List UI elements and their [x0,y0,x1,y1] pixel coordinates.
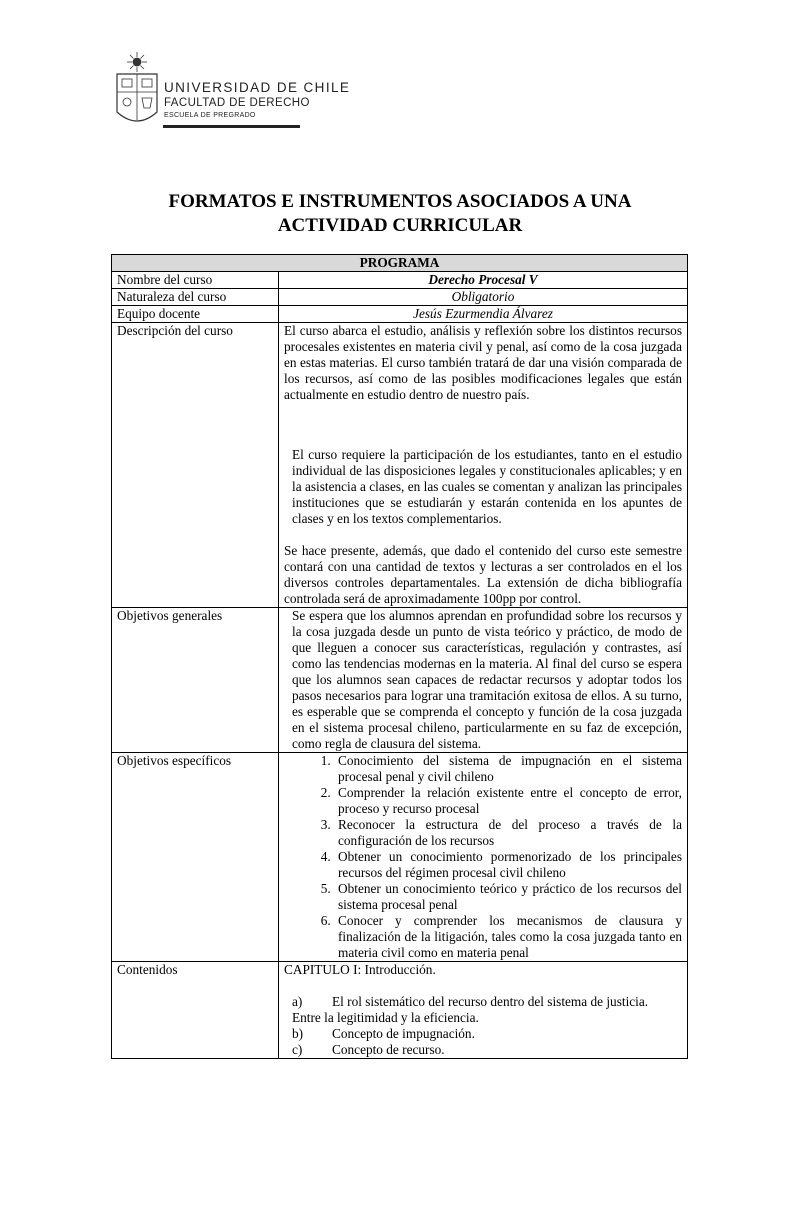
item-key: b) [292,1026,304,1041]
table-row [112,272,688,289]
table-row [112,323,688,608]
table-row [112,306,688,323]
table-row [112,608,688,753]
item-key: a) [292,994,303,1009]
list-item [284,1026,682,1042]
contents-list [284,994,682,1058]
specific-objectives-cell [279,753,688,962]
university-crest-logo [112,52,162,130]
item-text: Concepto de impugnación. [332,1026,475,1041]
table-row [112,962,688,1059]
table-row [112,289,688,306]
team-label: Equipo docente [112,306,279,323]
contents-cell [279,962,688,1059]
nature-value: Obligatorio [279,289,688,306]
description-label: Descripción del curso [112,323,279,608]
header-rule [163,125,300,128]
school-name: ESCUELA DE PREGRADO [164,112,256,119]
table-row [112,753,688,962]
specific-objectives-list [284,753,682,961]
course-name-label: Nombre del curso [112,272,279,289]
item-text: Concepto de recurso. [332,1042,445,1057]
description-cell [279,323,688,608]
list-item: 5. Obtener un conocimiento teórico y práctico de los recursos del sistema procesal penal [334,881,682,913]
course-name-text: Derecho Procesal V [428,272,538,287]
list-item [284,994,682,1010]
list-item: 2. Comprender la relación existente entre el concepto de error, proceso y recurso procesal [334,785,682,817]
chapter-title: CAPITULO I: Introducción. [284,962,436,977]
item-text: El rol sistemático del recurso dentro del sistema de justicia. [332,994,649,1009]
item-continuation: Entre la legitimidad y la eficiencia. [292,1010,479,1025]
university-name: UNIVERSIDAD DE CHILE [164,80,351,95]
course-name-value [279,272,688,289]
specific-objectives-label: Objetivos específicos [112,753,279,962]
general-objectives-text: Se espera que los alumnos aprendan en profundidad sobre los recursos y la cosa juzgada desde un punto de vista teórico y práctico, de modo de que lleguen a conocer sus características, regulación y contrastes, así como las tendencias modernas en la materia. Al final del curso se espera que los alumnos sean capaces de redactar recursos y adoptar todos los pasos necesarios para lograr una tramitación exitosa de ellos. A su turno, es esperable que se comprenda el concepto y función de la cosa juzgada en el sistema procesal chileno, particularmente en su faz de excepción, como regla de clausura del sistema. [292,608,682,751]
faculty-name: FACULTAD DE DERECHO [164,97,310,109]
institution-header [112,52,351,130]
list-item [284,1042,682,1058]
table-header-row [112,255,688,272]
contents-label: Contenidos [112,962,279,1059]
title-line-2: ACTIVIDAD CURRICULAR [277,215,523,236]
list-item: 4. Obtener un conocimiento pormenorizado de los principales recursos del régimen procesal civil chileno [334,849,682,881]
description-paragraph-3: Se hace presente, además, que dado el contenido del curso este semestre contará con una cantidad de textos y lecturas a ser controlados en el los diversos controles departamentales. La extensión de dicha bibliografía controlada será de aproximadamente 100pp por control. [284,543,682,606]
item-key: c) [292,1042,303,1057]
list-item: 1. Conocimiento del sistema de impugnación en el sistema procesal penal y civil chileno [334,753,682,785]
list-item: 3. Reconocer la estructura de del proceso a través de la configuración de los recursos [334,817,682,849]
programa-heading: PROGRAMA [112,255,688,272]
general-objectives-cell [279,608,688,753]
description-paragraph-2: El curso requiere la participación de los estudiantes, tanto en el estudio individual de las disposiciones legales y constitucionales aplicables; y en la asistencia a clases, en las cuales se comentan y analizan las principales instituciones que se estudiarán y estarán contenida en los apuntes de clases y en los textos complementarios. [292,447,682,526]
title-line-1: FORMATOS E INSTRUMENTOS ASOCIADOS A UNA [168,191,632,212]
page-title [110,190,690,238]
description-paragraph-1: El curso abarca el estudio, análisis y reflexión sobre los distintos recursos procesales existentes en materia civil y penal, así como de la cosa juzgada en estas materias. El curso también tratará de dar una visión comparada de los recursos, así como de las posibles modificaciones legales que están actualmente en estudio dentro de nuestro país. [284,323,682,402]
list-item: 6. Conocer y comprender los mecanismos de clausura y finalización de la litigación, tales como la cosa juzgada tanto en materia civil como en materia penal [334,913,682,961]
nature-label: Naturaleza del curso [112,289,279,306]
general-objectives-label: Objetivos generales [112,608,279,753]
programa-table [111,254,688,1059]
team-value: Jesús Ezurmendia Álvarez [279,306,688,323]
